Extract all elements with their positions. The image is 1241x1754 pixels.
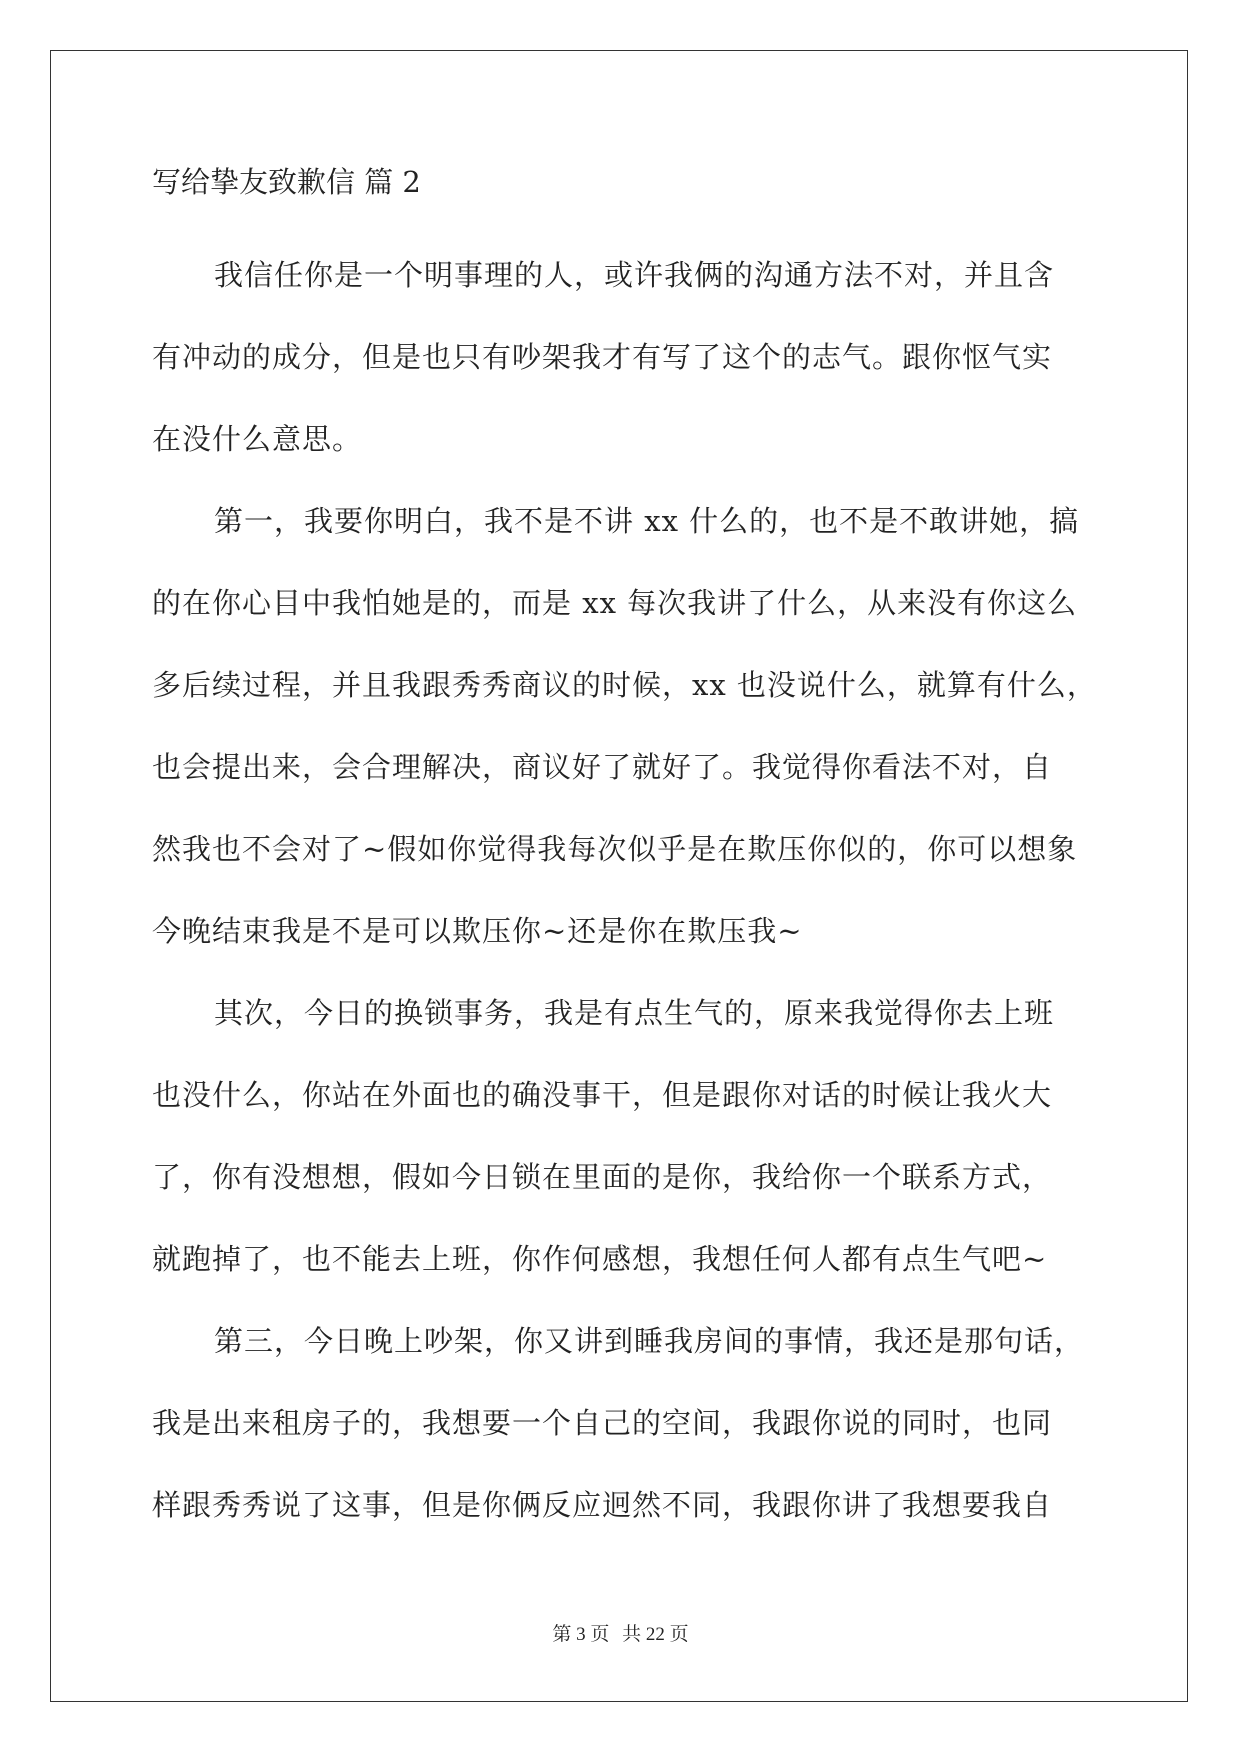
text-line: 其次，今日的换锁事务，我是有点生气的，原来我觉得你去上班 — [214, 996, 1055, 1030]
paragraph-lines — [152, 234, 1097, 1546]
text-line: 第三，今日晚上吵架，你又讲到睡我房间的事情，我还是那句话， — [214, 1324, 1085, 1358]
text-line: 也会提出来，会合理解决，商议好了就好了。我觉得你看法不对，自 — [152, 750, 1053, 784]
page-number: 第 3 页 — [552, 1624, 610, 1645]
text-line: 今晚结束我是不是可以欺压你~还是你在欺压我~ — [152, 914, 803, 948]
document-body — [152, 160, 1097, 1546]
document-heading: 写给挚友致歉信 篇 2 — [152, 165, 421, 199]
text-line: 我信任你是一个明事理的人，或许我俩的沟通方法不对，并且含 — [214, 258, 1055, 292]
text-line: 了，你有没想想，假如今日锁在里面的是你，我给你一个联系方式， — [152, 1160, 1053, 1194]
page-footer — [0, 1619, 1241, 1646]
text-line: 有冲动的成分，但是也只有吵架我才有写了这个的志气。跟你怄气实 — [152, 340, 1053, 374]
text-line: 我是出来租房子的，我想要一个自己的空间，我跟你说的同时，也同 — [152, 1406, 1053, 1440]
page-total: 共 22 页 — [622, 1624, 689, 1645]
text-line: 样跟秀秀说了这事，但是你俩反应迥然不同，我跟你讲了我想要我自 — [152, 1488, 1053, 1522]
text-line: 的在你心目中我怕她是的，而是 xx 每次我讲了什么，从来没有你这么 — [152, 586, 1078, 620]
text-line: 然我也不会对了~假如你觉得我每次似乎是在欺压你似的，你可以想象 — [152, 832, 1078, 866]
text-line: 也没什么，你站在外面也的确没事干，但是跟你对话的时候让我火大 — [152, 1078, 1053, 1112]
text-line: 在没什么意思。 — [152, 422, 363, 456]
text-line: 就跑掉了，也不能去上班，你作何感想，我想任何人都有点生气吧~ — [152, 1242, 1048, 1276]
text-line: 第一，我要你明白，我不是不讲 xx 什么的，也不是不敢讲她，搞 — [214, 504, 1080, 538]
text-line: 多后续过程，并且我跟秀秀商议的时候，xx 也没说什么，就算有什么， — [152, 668, 1097, 702]
